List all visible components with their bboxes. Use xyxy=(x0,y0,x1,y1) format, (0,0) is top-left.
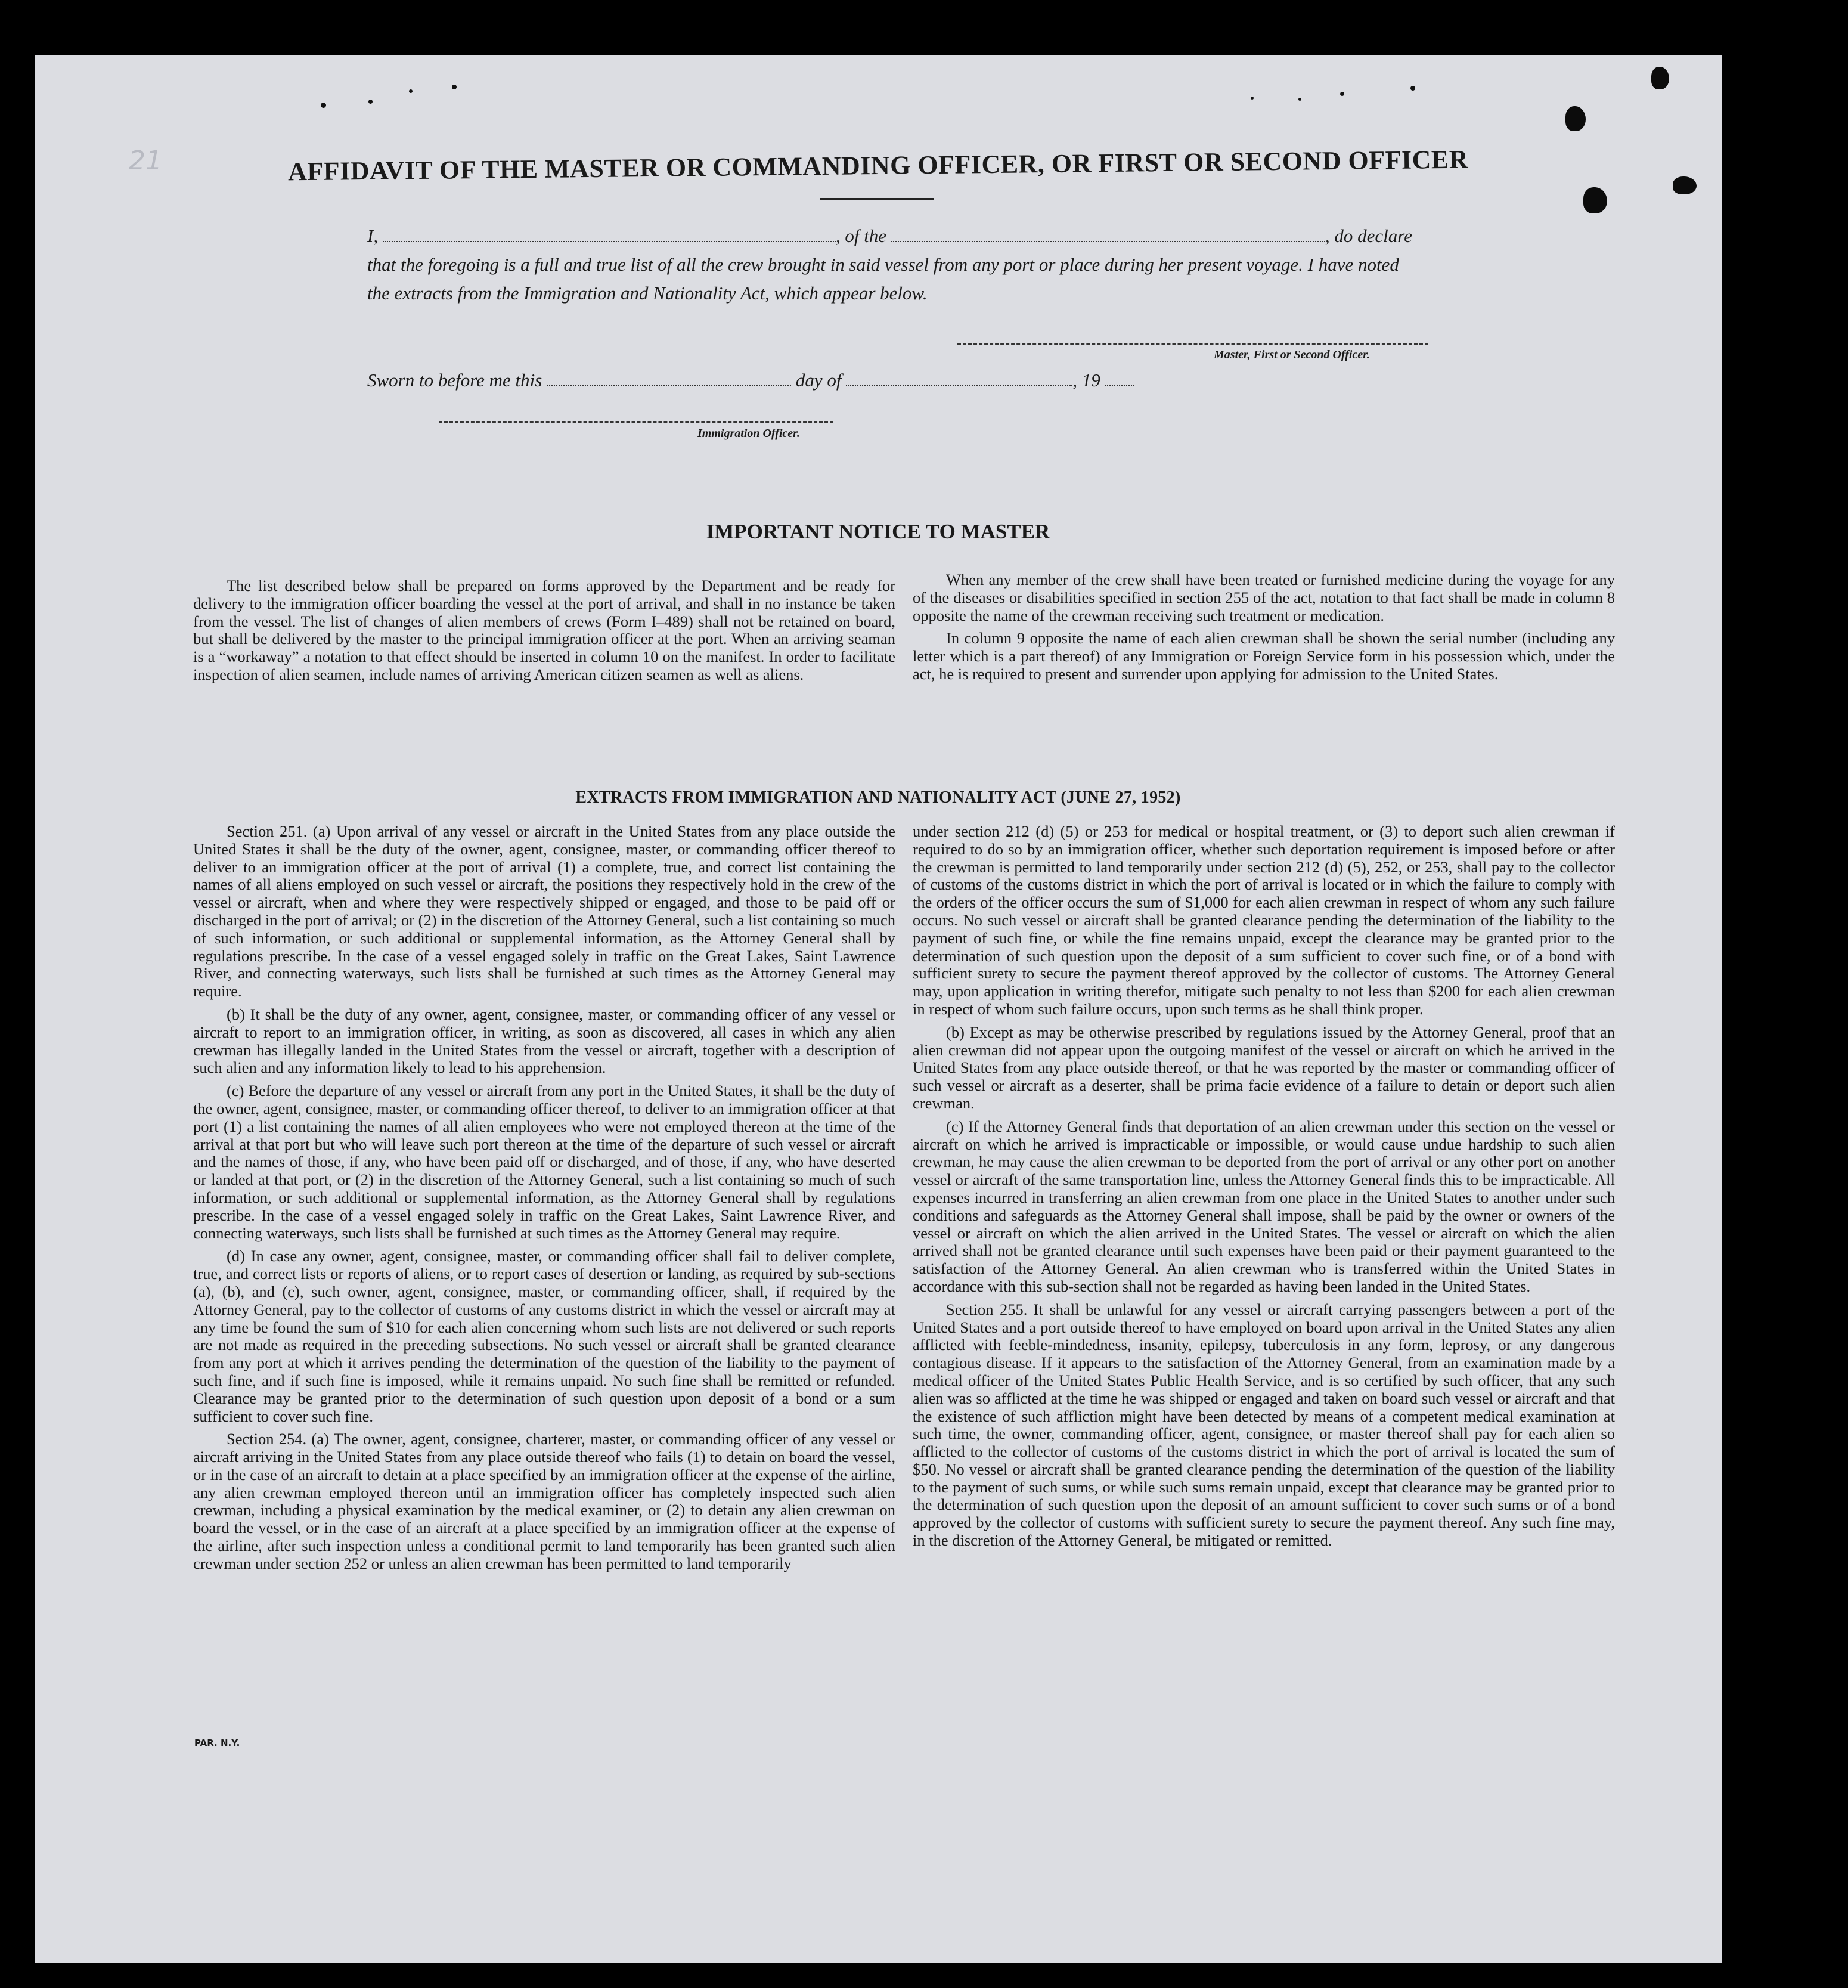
notice-right-column xyxy=(913,571,1615,689)
declaration-end: , do declare xyxy=(1325,225,1412,246)
extract-paragraph: Section 255. It shall be unlawful for any vessel or aircraft carrying passengers between a port of the United States and a port outside thereof to have employed on board upon arrival in the United States any alien afflicted with feeble-mindedness, insanity, epilepsy, tuberculosis in any form, leprosy, or any dangerous contagious disease. If it appears to the satisfaction of the Attorney General, from an examination made by a medical officer of the United States Public Health Service, and is so certified by such officer, that any such alien was so afflicted at the time he was shipped or engaged and taken on board such vessel or aircraft and that the existence of such affliction might have been detected by means of a competent medical examination at such time, the owner, commanding officer, agent, consignee, or master thereof shall pay for each alien so afflicted to the collector of customs of the customs district in which the port of arrival is located the sum of $50. No vessel or aircraft shall be granted clearance pending the determination of the question of the liability to the payment of such sums, or while such sums remain unpaid, except that clearance may be granted prior to the determination of such question upon the deposit of an amount sufficient to cover such sums or of a bond approved by the collector of customs with sufficient surety to secure the payment thereof. Any such fine may, in the discretion of the Attorney General, be mitigated or remitted. xyxy=(913,1300,1615,1550)
pencil-note: 21 xyxy=(129,145,162,176)
ink-speck xyxy=(1410,86,1415,91)
master-signature-line xyxy=(957,343,1428,345)
notice-paragraph: In column 9 opposite the name of each alien crewman shall be shown the serial number (including any letter which is a part thereof) of any Immigration or Foreign Service form in his possession which, under the act, he is required to present and surrender upon applying for admission to the United States. xyxy=(913,629,1615,683)
punch-hole xyxy=(1651,67,1669,89)
form-page xyxy=(35,55,1722,1963)
name-blank xyxy=(383,237,836,242)
extracts-left-column xyxy=(193,823,895,1578)
ink-speck xyxy=(1251,97,1254,100)
ink-speck xyxy=(1298,98,1301,101)
declaration-line-2: that the foregoing is a full and true list of all the crew brought in said vessel from any port or place during her present voyage. I have noted xyxy=(367,254,1399,275)
declaration-line-3: the extracts from the Immigration and Nationality Act, which appear below. xyxy=(367,283,928,304)
extract-paragraph: (b) Except as may be otherwise prescribed by regulations issued by the Attorney General, proof that an alien crewman did not appear upon the outgoing manifest of the vessel or aircraft on which he arrived in the United States from any place outside thereof, or that he was reported by the master or commanding officer of such vessel or aircraft as a deserter, shall be prima facie evidence of a failure to detain or deport such alien crewman. xyxy=(913,1023,1615,1112)
ink-speck xyxy=(409,89,413,93)
vessel-blank xyxy=(891,237,1325,242)
year-label: , 19 xyxy=(1072,370,1100,391)
notice-title: IMPORTANT NOTICE TO MASTER xyxy=(706,520,1050,543)
sworn-line xyxy=(367,370,1134,391)
notice-paragraph: The list described below shall be prepared on forms approved by the Department and be ready for delivery to the immigration officer boarding the vessel at the port of arrival, and shall in no instance be taken from the vessel. The list of changes of alien members of crews (Form I–489) shall not be retained on board, but shall be delivered by the master to the principal immigration officer at the port. When an arriving seaman is a “workaway” a notation to that effect should be inserted in column 10 on the manifest. In order to facilitate inspection of alien seamen, include names of arriving American citizen seamen as well as aliens. xyxy=(193,577,895,683)
affidavit-title: AFFIDAVIT OF THE MASTER OR COMMANDING OFFICER, OR FIRST OR SECOND OFFICER xyxy=(287,144,1469,187)
month-blank xyxy=(846,382,1072,386)
sworn-day-blank xyxy=(547,382,791,386)
extract-paragraph: Section 251. (a) Upon arrival of any vessel or aircraft in the United States from any place outside the United States it shall be the duty of the owner, agent, consignee, master, or commanding officer thereof to deliver to an immigration officer at the port of arrival (1) a complete, true, and correct list containing the names of all aliens employed on such vessel or aircraft, the positions they respectively hold in the crew of the vessel or aircraft, when and where they were respectively shipped or engaged, and those to be paid off or discharged in the port of arrival; or (2) in the discretion of the Attorney General, such a list containing so much of such information, or such additional or supplemental information, as the Attorney General shall by regulations prescribe. In the case of a vessel engaged solely in traffic on the Great Lakes, Saint Lawrence River, and connecting waterways, such lists shall be furnished at such times as the Attorney General may require. xyxy=(193,822,895,1001)
ink-speck xyxy=(452,85,457,89)
punch-hole xyxy=(1565,106,1586,131)
extract-paragraph: Section 254. (a) The owner, agent, consignee, charterer, master, or commanding officer of any vessel or aircraft arriving in the United States from any place outside thereof who fails (1) to detain on board the vessel, or in the case of an aircraft to detain at a place specified by an immigration officer at the expense of the airline, any alien crewman employed thereon until an immigration officer has completely inspected such alien crewman, including a physical examination by the medical examiner, or (2) to detain any alien crewman on board the vessel, or in the case of an aircraft at a place specified by an immigration officer at the expense of the airline, after such inspection unless a conditional permit to land temporarily has been granted such alien crewman under section 252 or unless an alien crewman has been permitted to land temporarily xyxy=(193,1430,895,1572)
punch-hole xyxy=(1583,187,1607,213)
sworn-label: Sworn to before me this xyxy=(367,370,542,391)
declaration-line-1 xyxy=(367,225,1412,247)
extract-paragraph: (b) It shall be the duty of any owner, agent, consignee, master, or commanding officer of any vessel or aircraft to report to an immigration officer, in writing, as soon as discovered, all cases in which any alien crewman has illegally landed in the United States from the vessel or aircraft, together with a description of such alien and any information likely to lead to his apprehension. xyxy=(193,1005,895,1077)
officer-signature-caption: Immigration Officer. xyxy=(697,427,800,440)
ink-speck xyxy=(321,103,326,108)
year-blank xyxy=(1105,382,1134,386)
declaration-of-the: , of the xyxy=(835,225,887,246)
officer-signature-line xyxy=(439,421,833,423)
punch-hole xyxy=(1673,176,1697,194)
title-rule xyxy=(820,198,934,200)
extract-paragraph: (d) In case any owner, agent, consignee, master, or commanding officer shall fail to deliver complete, true, and correct lists or reports of aliens, or to report cases of desertion or landing, as required by sub-sections (a), (b), and (c), such owner, agent, consignee, master, or commanding officer, shall, if required by the Attorney General, pay to the collector of customs of any customs district in which the vessel or aircraft may at any time be found the sum of $10 for each alien concerning whom such lists are not delivered or such reports are not made as required in the preceding subsections. No such vessel or aircraft shall be granted clearance from any port at which it arrives pending the determination of the question of the liability to the payment of such fine, and if such fine is imposed, while it remains unpaid. No such fine shall be remitted or refunded. Clearance may be granted prior to the determination of such question upon deposit of a bond or a sum sufficient to cover such fine. xyxy=(193,1247,895,1425)
declaration-i: I, xyxy=(367,225,379,246)
extracts-right-column xyxy=(913,823,1615,1555)
notice-paragraph: When any member of the crew shall have been treated or furnished medicine during the voyage for any of the diseases or disabilities specified in section 255 of the act, notation to that fact shall be made in column 8 opposite the name of the crewman receiving such treatment or medication. xyxy=(913,571,1615,624)
day-of-label: day of xyxy=(795,370,842,391)
extract-paragraph: (c) If the Attorney General finds that deportation of an alien crewman under this section on the vessel or aircraft on which he arrived is impracticable or impossible, or would cause undue hardship to such alien crewman, he may cause the alien crewman to be deported from the port of arrival or any other port on another vessel or aircraft of the same transportation line, unless the Attorney General finds this to be impracticable. All expenses incurred in transferring an alien crewman from one place in the United States to another under such conditions and safeguards as the Attorney General shall impose, shall be paid by the owner or owners of the vessel or aircraft on which the alien arrived in the United States. The vessel or aircraft on which the alien arrived shall not be granted clearance until such expenses have been paid or their payment guaranteed to the satisfaction of the Attorney General. An alien crewman who is transferred within the United States in accordance with this sub-section shall not be regarded as having been landed in the United States. xyxy=(913,1117,1615,1295)
extract-paragraph: (c) Before the departure of any vessel or aircraft from any port in the United States, it shall be the duty of the owner, agent, consignee, master, or commanding officer thereof, to deliver to an immigration officer at that port (1) a list containing the names of all alien employees who were not employed thereon at the time of the arrival at that port but who will leave such port thereon at the time of the departure of such vessel or aircraft and the names of those, if any, who have been paid off or discharged, and of those, if any, who have deserted or landed at that port, or (2) in the discretion of the Attorney General, such a list containing so much of such information, or such additional or supplemental information, as the Attorney General shall by regulations prescribe. In the case of a vessel engaged solely in traffic on the Great Lakes, Saint Lawrence River, and connecting waterways, such lists shall be furnished at such times as the Attorney General may require. xyxy=(193,1082,895,1242)
printer-mark: PAR. N.Y. xyxy=(194,1738,240,1748)
extracts-title: EXTRACTS FROM IMMIGRATION AND NATIONALITY ACT (JUNE 27, 1952) xyxy=(575,788,1181,807)
ink-speck xyxy=(1340,92,1344,96)
master-signature-caption: Master, First or Second Officer. xyxy=(1214,348,1370,361)
extract-paragraph: under section 212 (d) (5) or 253 for medical or hospital treatment, or (3) to deport such alien crewman if required to do so by an immigration officer, whether such deportation requirement is imposed before or after the crewman is permitted to land temporarily under section 212 (d) (5), 252, or 253, shall pay to the collector of customs of the customs district in which the port of arrival is located or in which the failure to comply with the orders of the officer occurs the sum of $1,000 for each alien crewman in respect of whom any such failure occurs. No such vessel or aircraft shall be granted clearance pending the determination of the liability to the payment of such fine, or while the fine remains unpaid, except the clearance may be granted prior to the determination of such question upon the deposit of a sum sufficient to cover such fine, or of a bond with sufficient surety to secure the payment thereof approved by the collector of customs. The Attorney General may, upon application in writing therefor, mitigate such penalty to not less than $200 for each alien crewman in respect of whom such failure occurs, upon such terms as he shall think proper. xyxy=(913,822,1615,1018)
notice-left-column xyxy=(193,577,895,689)
ink-speck xyxy=(368,100,373,104)
